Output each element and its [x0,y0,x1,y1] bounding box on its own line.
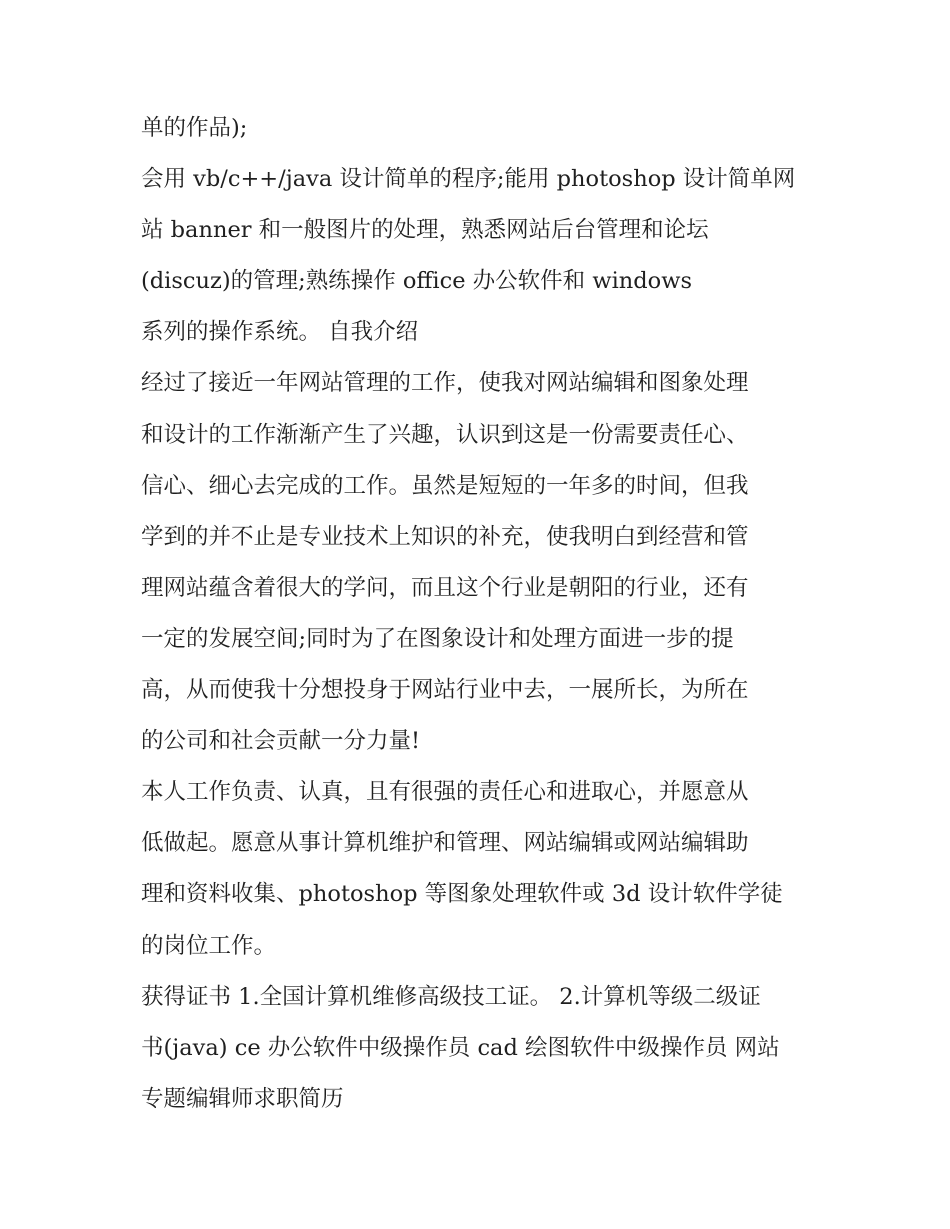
text-line: 低做起。愿意从事计算机维护和管理、网站编辑或网站编辑助 [141,830,749,857]
text-line: 站 banner 和一般图片的处理，熟悉网站后台管理和论坛 [141,217,709,244]
text-line: 系列的操作系统。 自我介绍 [141,319,419,346]
text-line: 理和资料收集、photoshop 等图象处理软件或 3d 设计软件学徒 [141,881,783,908]
text-line: 专题编辑师求职简历 [141,1085,344,1112]
document-body [141,103,821,1125]
text-line: 单的作品); [141,115,248,141]
text-line: 书(java) ce 办公软件中级操作员 cad 绘图软件中级操作员 网站 [141,1034,780,1061]
text-line: 会用 vb/c++/java 设计简单的程序;能用 photoshop 设计简单网 [141,166,796,193]
text-line: 和设计的工作渐渐产生了兴趣，认识到这是一份需要责任心、 [141,421,749,448]
text-line: 信心、细心去完成的工作。虽然是短短的一年多的时间，但我 [141,472,749,499]
text-line: 的公司和社会贡献一分力量! [141,728,421,755]
text-line: 经过了接近一年网站管理的工作，使我对网站编辑和图象处理 [141,370,749,397]
text-line: 获得证书 1.全国计算机维修高级技工证。 2.计算机等级二级证 [141,983,761,1010]
text-line: 学到的并不止是专业技术上知识的补充，使我明白到经营和管 [141,523,749,550]
text-line: 本人工作负责、认真，且有很强的责任心和进取心，并愿意从 [141,779,749,806]
text-line: 的岗位工作。 [141,932,277,959]
text-line: (discuz)的管理;熟练操作 office 办公软件和 windows [141,268,693,295]
text-line: 高，从而使我十分想投身于网站行业中去，一展所长，为所在 [141,677,749,704]
text-line: 一定的发展空间;同时为了在图象设计和处理方面进一步的提 [141,625,734,652]
text-line: 理网站蕴含着很大的学问，而且这个行业是朝阳的行业，还有 [141,574,749,601]
